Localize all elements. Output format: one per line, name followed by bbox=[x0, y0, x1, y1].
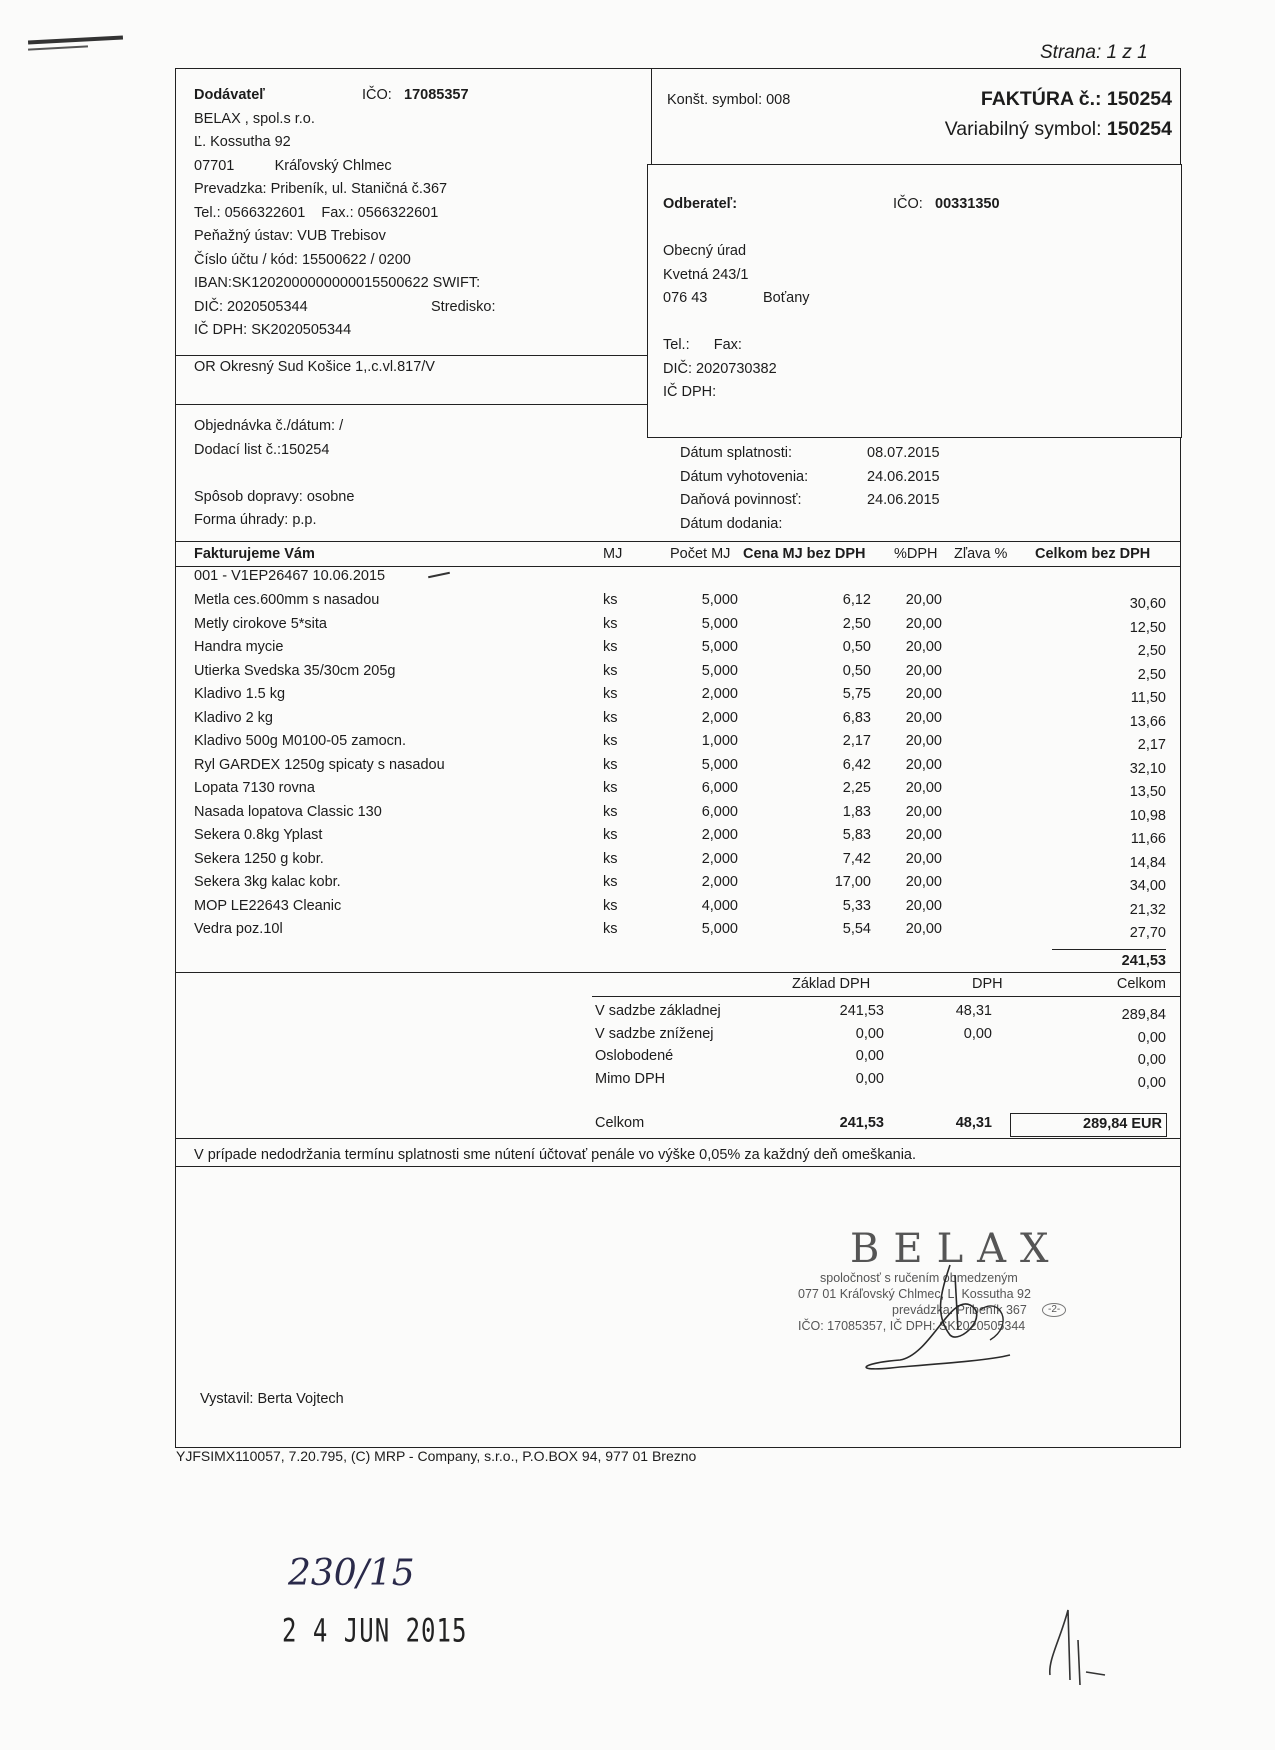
summary-base: 0,00 bbox=[855, 1025, 884, 1042]
date-value: 24.06.2015 bbox=[867, 492, 940, 508]
grand-label: Celkom bbox=[595, 1115, 645, 1131]
item-quantity: 2,000 bbox=[701, 827, 738, 843]
supplier-line: Tel.: 0566322601 Fax.: 0566322601 bbox=[194, 204, 439, 221]
item-description: Vedra poz.10l bbox=[194, 921, 283, 937]
supplier-block bbox=[194, 84, 654, 343]
summary-base: 0,00 bbox=[855, 1070, 884, 1087]
item-description: Nasada lopatova Classic 130 bbox=[194, 803, 382, 820]
table-row bbox=[0, 801, 1275, 825]
date-label: Dátum splatnosti: bbox=[680, 445, 793, 461]
supplier-line: DIČ: 2020505344 bbox=[194, 298, 308, 315]
stamp-line: 077 01 Kráľovský Chlmec, L. Kossutha 92 bbox=[798, 1287, 1031, 1301]
summary-header bbox=[0, 973, 1275, 997]
penalty-bottom-line bbox=[175, 1166, 1181, 1167]
item-unit-price: 2,50 bbox=[842, 615, 871, 632]
item-description: Metly cirokove 5*sita bbox=[194, 615, 327, 632]
table-row bbox=[0, 918, 1275, 942]
supplier-line: IČ DPH: SK2020505344 bbox=[194, 322, 352, 338]
date-label: Dátum dodania: bbox=[680, 515, 783, 532]
customer-zip: 076 43 bbox=[663, 290, 708, 306]
col-qty: Počet MJ bbox=[670, 546, 731, 562]
grand-base: 241,53 bbox=[839, 1115, 884, 1131]
grand-total: 289,84 EUR bbox=[1083, 1116, 1162, 1132]
table-row bbox=[0, 683, 1275, 707]
issued-by: Vystavil: Berta Vojtech bbox=[200, 1391, 344, 1407]
item-unit: ks bbox=[603, 662, 618, 679]
table-header bbox=[0, 543, 1275, 567]
table-row bbox=[0, 871, 1275, 895]
invoice-number: 150254 bbox=[1106, 88, 1172, 110]
item-unit-price: 17,00 bbox=[834, 874, 871, 890]
stamp-brand: BELAX bbox=[850, 1226, 1063, 1272]
table-row bbox=[0, 613, 1275, 637]
summary-col-total: Celkom bbox=[1116, 976, 1166, 992]
summary-row bbox=[0, 1000, 1275, 1024]
penalty-top-line bbox=[175, 1138, 1181, 1139]
item-description: Sekera 3kg kalac kobr. bbox=[194, 874, 341, 890]
supplier-ico: 17085357 bbox=[404, 87, 469, 103]
summary-base: 0,00 bbox=[855, 1048, 884, 1064]
item-vat-rate: 20,00 bbox=[905, 827, 942, 843]
supplier-line: Ľ. Kossutha 92 bbox=[194, 134, 291, 150]
stredisko-label: Stredisko: bbox=[431, 298, 496, 315]
item-description: Sekera 0.8kg Yplast bbox=[194, 827, 323, 843]
col-mj: MJ bbox=[603, 546, 623, 562]
summary-vat: 48,31 bbox=[955, 1003, 992, 1019]
supplier-bottom-line bbox=[175, 404, 651, 405]
item-unit: ks bbox=[603, 639, 618, 655]
summary-vat: 0,00 bbox=[963, 1025, 992, 1042]
item-total: 30,60 bbox=[1129, 596, 1166, 612]
item-unit-price: 5,33 bbox=[842, 897, 871, 914]
customer-city: Boťany bbox=[763, 290, 810, 306]
scan-mark bbox=[28, 36, 123, 45]
item-unit: ks bbox=[603, 803, 618, 820]
summary-row bbox=[0, 1023, 1275, 1047]
page-number: Strana: 1 z 1 bbox=[1040, 42, 1148, 63]
grand-total-box bbox=[1010, 1113, 1167, 1137]
table-row bbox=[0, 754, 1275, 778]
item-total: 32,10 bbox=[1129, 760, 1166, 777]
item-vat-rate: 20,00 bbox=[905, 686, 942, 702]
stamp-line: IČO: 17085357, IČ DPH: SK2020505344 bbox=[798, 1319, 1026, 1333]
item-vat-rate: 20,00 bbox=[905, 803, 942, 820]
item-description: Lopata 7130 rovna bbox=[194, 780, 315, 796]
variable-symbol-label: Variabilný symbol: bbox=[944, 118, 1102, 140]
item-vat-rate: 20,00 bbox=[905, 874, 942, 890]
item-quantity: 4,000 bbox=[701, 897, 738, 914]
konst-symbol: Konšt. symbol: 008 bbox=[667, 92, 791, 108]
table-row bbox=[0, 589, 1275, 613]
stamp-line: prevádzka: Pribeník 367 bbox=[892, 1303, 1027, 1317]
pen-mark bbox=[428, 572, 450, 579]
summary-total: 289,84 bbox=[1121, 1007, 1166, 1023]
item-unit: ks bbox=[603, 709, 618, 726]
supplier-label: Dodávateľ bbox=[194, 87, 265, 103]
supplier-ico-label: IČO: bbox=[362, 87, 392, 103]
table-row bbox=[0, 707, 1275, 731]
item-total: 10,98 bbox=[1129, 807, 1166, 824]
item-quantity: 5,000 bbox=[701, 921, 738, 937]
item-unit-price: 0,50 bbox=[842, 662, 871, 679]
table-row bbox=[0, 777, 1275, 801]
customer-name: Obecný úrad bbox=[663, 243, 747, 259]
item-total: 21,32 bbox=[1129, 901, 1166, 918]
item-vat-rate: 20,00 bbox=[905, 756, 942, 773]
stamp-mark: -2- bbox=[1042, 1303, 1066, 1317]
item-quantity: 2,000 bbox=[701, 850, 738, 867]
item-quantity: 5,000 bbox=[701, 662, 738, 679]
item-unit-price: 5,54 bbox=[842, 921, 871, 937]
item-total: 2,50 bbox=[1137, 643, 1166, 659]
item-unit-price: 5,83 bbox=[842, 827, 871, 843]
col-total: Celkom bez DPH bbox=[1035, 546, 1151, 562]
summary-row bbox=[0, 1068, 1275, 1092]
table-row bbox=[0, 848, 1275, 872]
item-unit: ks bbox=[603, 615, 618, 632]
customer-dic: DIČ: 2020730382 bbox=[663, 360, 777, 377]
customer-label: Odberateľ: bbox=[663, 196, 738, 212]
item-unit-price: 6,12 bbox=[842, 592, 871, 608]
payment-method: Forma úhrady: p.p. bbox=[194, 512, 317, 528]
table-row bbox=[0, 636, 1275, 660]
date-label: Daňová povinnosť: bbox=[680, 492, 802, 508]
grand-vat: 48,31 bbox=[955, 1115, 992, 1131]
supplier-line: Peňažný ústav: VUB Trebisov bbox=[194, 228, 386, 244]
customer-icdph: IČ DPH: bbox=[663, 384, 717, 400]
table-row bbox=[0, 660, 1275, 684]
item-vat-rate: 20,00 bbox=[905, 615, 942, 632]
item-unit-price: 0,50 bbox=[842, 639, 871, 655]
table-row bbox=[0, 730, 1275, 754]
item-description: Handra mycie bbox=[194, 639, 284, 655]
item-unit-price: 6,42 bbox=[842, 756, 871, 773]
handwritten-initials bbox=[1030, 1580, 1140, 1690]
supplier-register: OR Okresný Sud Košice 1,.c.vl.817/V bbox=[194, 359, 435, 375]
item-unit: ks bbox=[603, 874, 618, 890]
supplier-line: Prevadzka: Pribeník, ul. Staničná č.367 bbox=[194, 181, 448, 197]
col-discount: Zľava % bbox=[954, 546, 1008, 562]
item-vat-rate: 20,00 bbox=[905, 897, 942, 914]
handwritten-number: 230/15 bbox=[288, 1553, 415, 1594]
summary-label: Oslobodené bbox=[595, 1048, 674, 1064]
item-total: 34,00 bbox=[1129, 878, 1166, 894]
transport-method: Spôsob dopravy: osobne bbox=[194, 488, 355, 505]
item-quantity: 2,000 bbox=[701, 686, 738, 702]
penalty-note: V prípade nedodržania termínu splatnosti sme nútení účtovať penále vo výške 0,05% za každný deň omeškania. bbox=[194, 1147, 917, 1163]
variable-symbol-value: 150254 bbox=[1106, 118, 1172, 140]
summary-label: Mimo DPH bbox=[595, 1070, 666, 1087]
item-vat-rate: 20,00 bbox=[905, 921, 942, 937]
stamp-line: spoločnosť s ručením obmedzeným bbox=[820, 1271, 1018, 1285]
item-vat-rate: 20,00 bbox=[905, 780, 942, 796]
item-quantity: 5,000 bbox=[701, 756, 738, 773]
item-total: 27,70 bbox=[1129, 925, 1166, 941]
item-unit: ks bbox=[603, 780, 618, 796]
item-quantity: 6,000 bbox=[701, 803, 738, 820]
item-description: Kladivo 1.5 kg bbox=[194, 686, 286, 702]
item-unit-price: 6,83 bbox=[842, 709, 871, 726]
summary-total: 0,00 bbox=[1137, 1029, 1166, 1046]
supplier-line: BELAX , spol.s r.o. bbox=[194, 110, 315, 127]
item-unit: ks bbox=[603, 921, 618, 937]
variable-symbol bbox=[860, 118, 1172, 141]
item-total: 13,66 bbox=[1129, 713, 1166, 730]
item-total: 11,50 bbox=[1130, 690, 1166, 706]
date-value: 08.07.2015 bbox=[867, 445, 940, 461]
item-vat-rate: 20,00 bbox=[905, 639, 942, 655]
item-vat-rate: 20,00 bbox=[905, 709, 942, 726]
item-description: Metla ces.600mm s nasadou bbox=[194, 592, 380, 608]
item-description: Kladivo 2 kg bbox=[194, 709, 273, 726]
item-unit-price: 5,75 bbox=[842, 686, 871, 702]
invoice-title bbox=[900, 88, 1172, 111]
item-description: Kladivo 500g M0100-05 zamocn. bbox=[194, 733, 406, 749]
summary-base: 241,53 bbox=[839, 1003, 884, 1019]
table-row bbox=[0, 824, 1275, 848]
item-unit-price: 2,25 bbox=[842, 780, 871, 796]
item-unit: ks bbox=[603, 850, 618, 867]
group-label: 001 - V1EP26467 10.06.2015 bbox=[194, 568, 386, 584]
summary-label: V sadzbe zníženej bbox=[595, 1025, 714, 1042]
item-unit-price: 1,83 bbox=[842, 803, 871, 820]
item-unit-price: 2,17 bbox=[842, 733, 871, 749]
item-quantity: 1,000 bbox=[701, 733, 738, 749]
dates-block bbox=[680, 442, 980, 536]
summary-col-base: Základ DPH bbox=[792, 976, 871, 992]
scan-mark bbox=[28, 45, 88, 50]
item-vat-rate: 20,00 bbox=[905, 733, 942, 749]
item-total: 2,50 bbox=[1137, 666, 1166, 683]
item-quantity: 2,000 bbox=[701, 874, 738, 890]
item-unit: ks bbox=[603, 897, 618, 914]
item-quantity: 5,000 bbox=[701, 592, 738, 608]
supplier-line: IBAN:SK1202000000000015500622 SWIFT: bbox=[194, 275, 481, 291]
item-description: Utierka Svedska 35/30cm 205g bbox=[194, 662, 396, 679]
summary-total: 0,00 bbox=[1137, 1074, 1166, 1091]
date-label: Dátum vyhotovenia: bbox=[680, 468, 809, 485]
subtotal-value: 241,53 bbox=[1121, 953, 1166, 969]
item-unit: ks bbox=[603, 686, 618, 702]
item-total: 12,50 bbox=[1129, 619, 1166, 636]
customer-block bbox=[663, 193, 1163, 405]
item-description: MOP LE22643 Cleanic bbox=[194, 897, 342, 914]
customer-tel: Tel.: Fax: bbox=[663, 337, 742, 353]
customer-street: Kvetná 243/1 bbox=[663, 266, 749, 283]
item-unit: ks bbox=[603, 756, 618, 773]
summary-row bbox=[0, 1045, 1275, 1069]
item-unit-price: 7,42 bbox=[842, 850, 871, 867]
col-desc: Fakturujeme Vám bbox=[194, 546, 315, 562]
item-vat-rate: 20,00 bbox=[905, 592, 942, 608]
date-value: 24.06.2015 bbox=[867, 468, 940, 485]
item-group bbox=[0, 565, 1275, 589]
summary-col-vat: DPH bbox=[972, 976, 1003, 992]
order-number: Objednávka č./dátum: / bbox=[194, 418, 344, 434]
supplier-line: 07701 Kráľovský Chlmec bbox=[194, 157, 392, 174]
received-date-stamp: 2 4 JUN 2015 bbox=[282, 1612, 468, 1650]
item-total: 2,17 bbox=[1137, 737, 1166, 753]
item-unit: ks bbox=[603, 592, 618, 608]
frame-top bbox=[175, 68, 1181, 69]
col-price: Cena MJ bez DPH bbox=[743, 546, 866, 562]
footer: YJFSIMX110057, 7.20.795, (C) MRP - Company, s.r.o., P.O.BOX 94, 977 01 Brezno bbox=[176, 1448, 697, 1464]
table-row bbox=[0, 895, 1275, 919]
subtotal-row bbox=[0, 950, 1275, 974]
item-unit: ks bbox=[603, 827, 618, 843]
summary-header-line bbox=[592, 996, 1181, 997]
item-quantity: 5,000 bbox=[701, 615, 738, 632]
table-header-top bbox=[175, 541, 1181, 542]
item-vat-rate: 20,00 bbox=[905, 850, 942, 867]
item-quantity: 6,000 bbox=[701, 780, 738, 796]
item-vat-rate: 20,00 bbox=[905, 662, 942, 679]
item-quantity: 2,000 bbox=[701, 709, 738, 726]
item-total: 11,66 bbox=[1130, 831, 1166, 847]
order-block bbox=[194, 415, 354, 533]
item-description: Ryl GARDEX 1250g spicaty s nasadou bbox=[194, 756, 445, 773]
summary-label: V sadzbe základnej bbox=[595, 1003, 721, 1019]
item-quantity: 5,000 bbox=[701, 639, 738, 655]
item-total: 14,84 bbox=[1129, 854, 1166, 871]
item-total: 13,50 bbox=[1129, 784, 1166, 800]
customer-ico-label: IČO: bbox=[893, 196, 923, 212]
signature bbox=[840, 1255, 1070, 1385]
customer-ico: 00331350 bbox=[935, 196, 1000, 212]
item-unit: ks bbox=[603, 733, 618, 749]
supplier-line: Číslo účtu / kód: 15500622 / 0200 bbox=[194, 251, 411, 268]
item-description: Sekera 1250 g kobr. bbox=[194, 850, 324, 867]
invoice-label: FAKTÚRA č.: bbox=[980, 88, 1102, 110]
col-vat: %DPH bbox=[894, 546, 938, 562]
delivery-note: Dodací list č.:150254 bbox=[194, 441, 330, 458]
summary-total: 0,00 bbox=[1137, 1052, 1166, 1068]
